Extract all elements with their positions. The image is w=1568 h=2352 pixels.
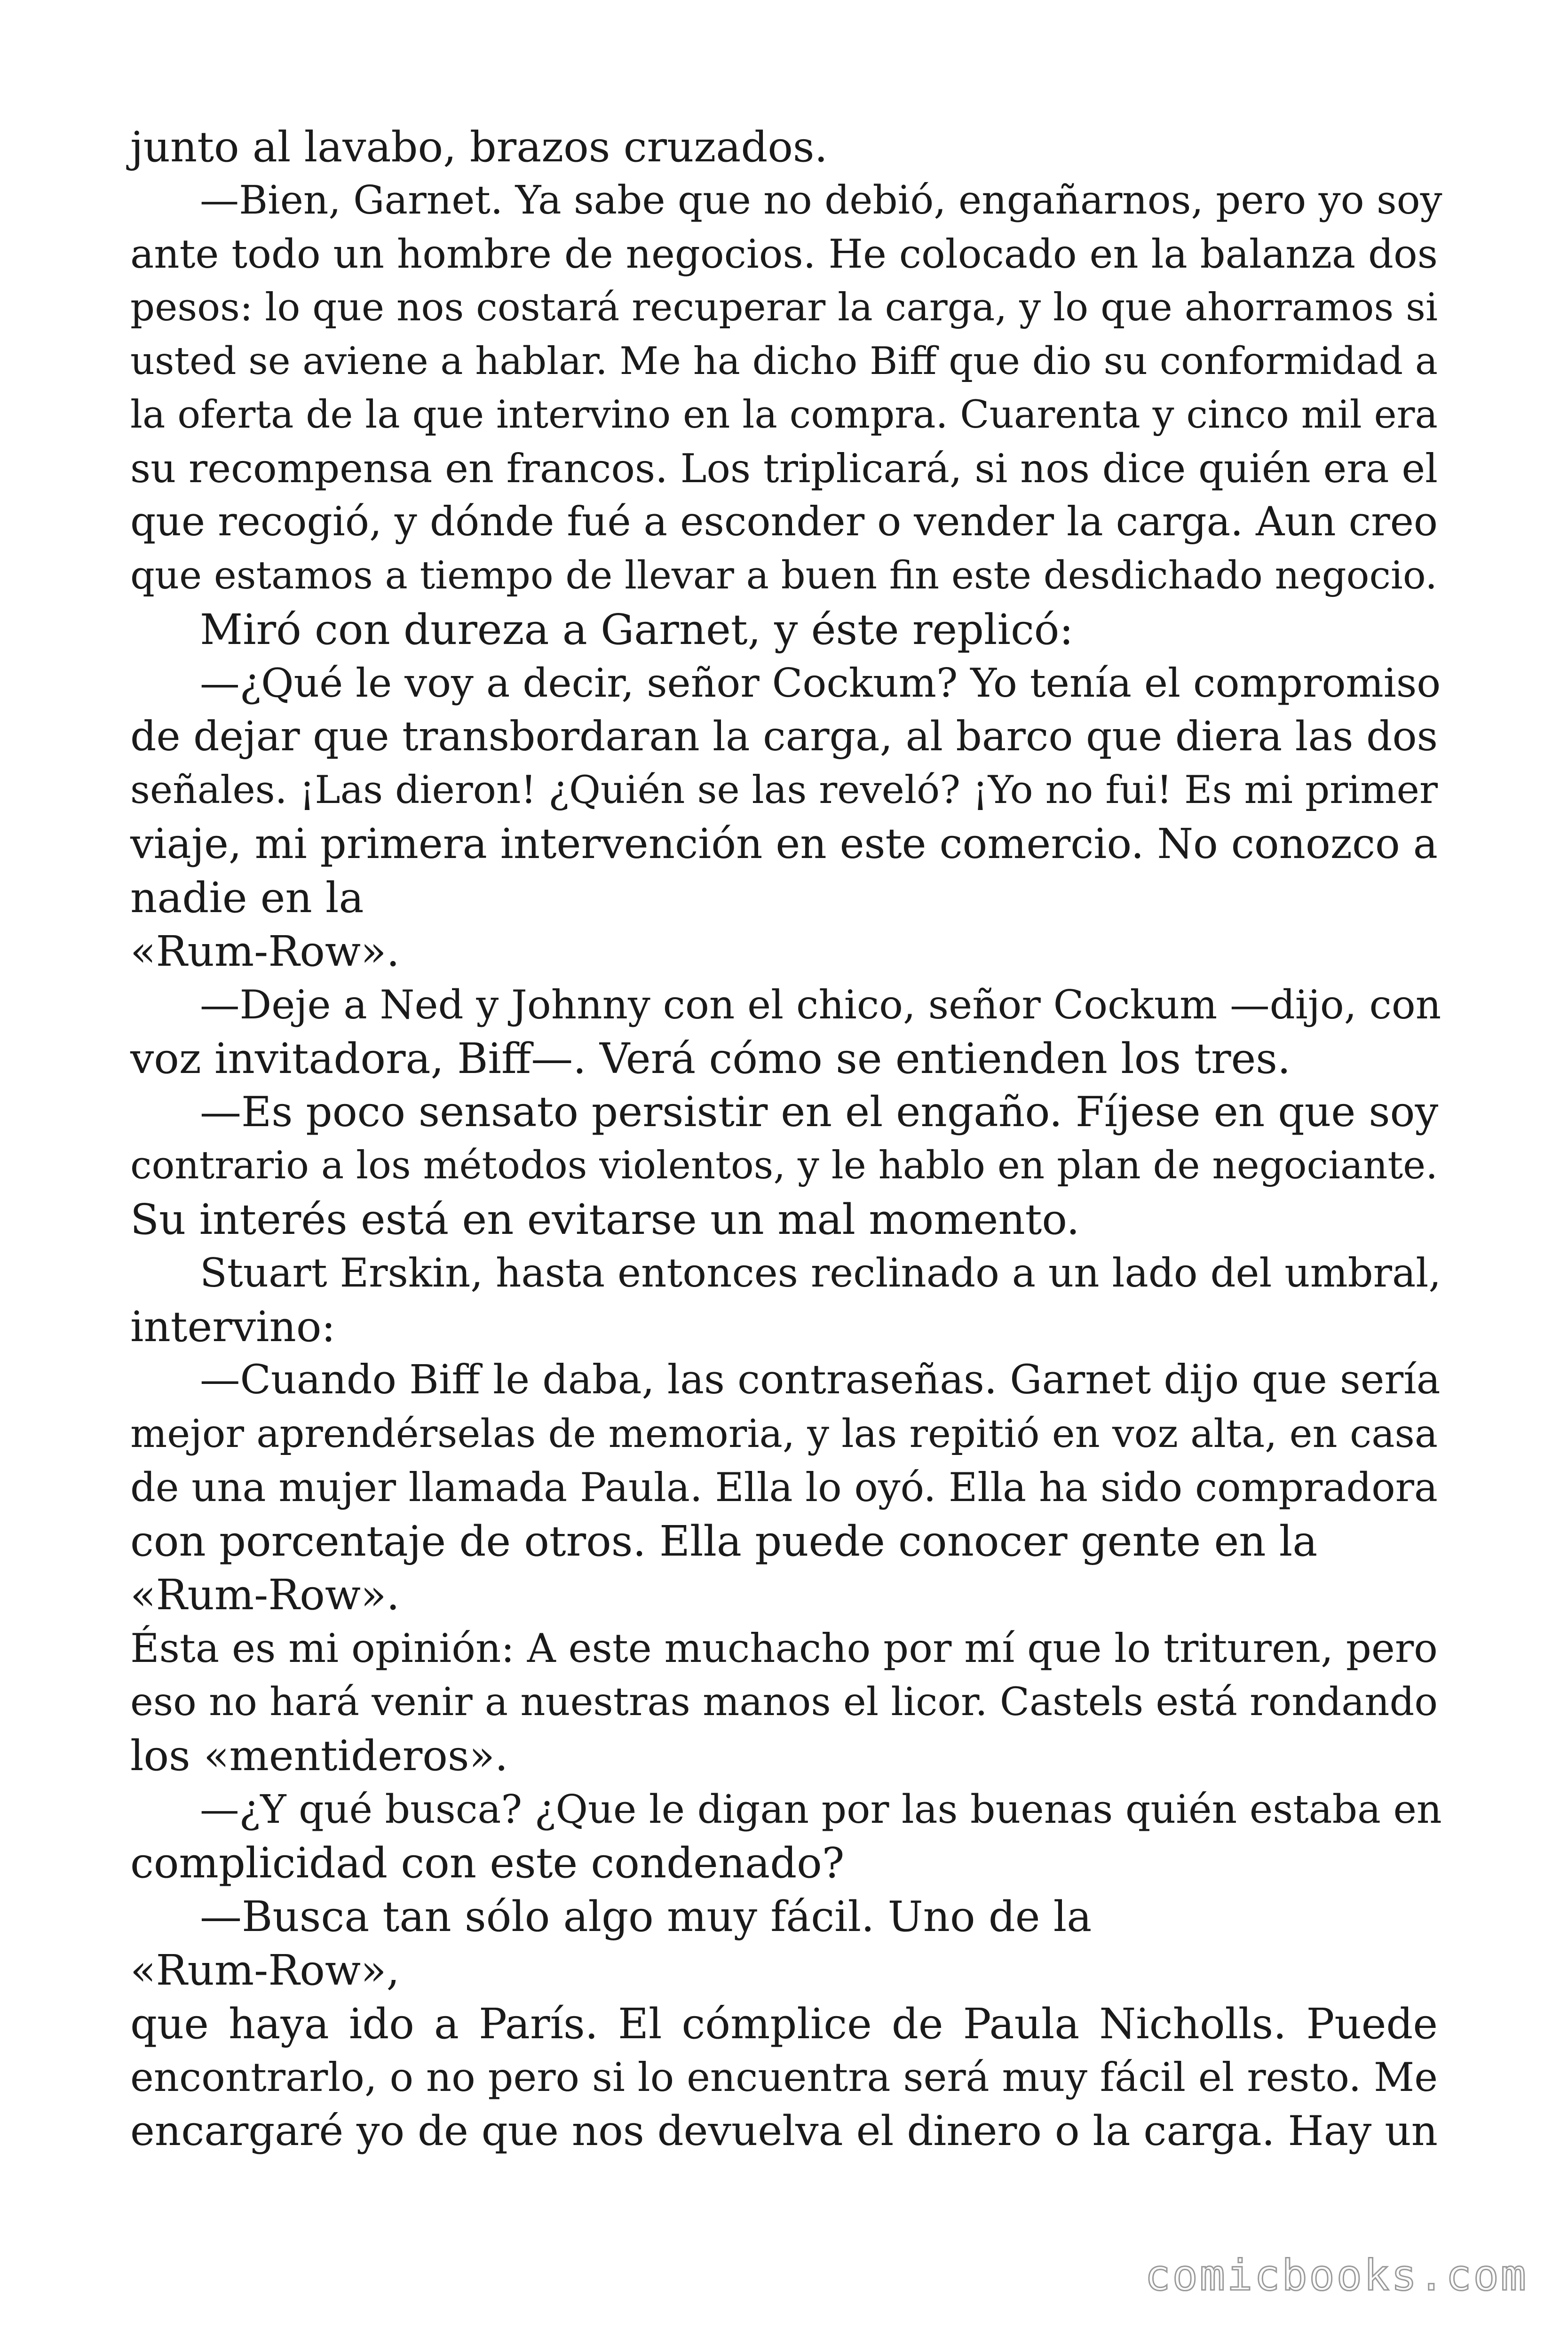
text-line: «Rum-Row».	[130, 927, 400, 976]
text-line: Miró con dureza a Garnet, y éste replicó:	[200, 605, 1074, 654]
text-line: la oferta de la que intervino en la compra. Cuarenta y cinco mil era	[130, 393, 1438, 437]
text-line: usted se aviene a hablar. Me ha dicho Biff que dio su conformidad a	[130, 339, 1438, 383]
watermark-logo: comicbooks.com	[1145, 2251, 1528, 2300]
text-line: «Rum-Row».	[130, 1570, 400, 1619]
text-line: de dejar que transbordaran la carga, al barco que diera las dos	[130, 713, 1438, 760]
text-line: —¿Y qué busca? ¿Que le digan por las buenas quién estaba en	[200, 1786, 1442, 1832]
text-line: con porcentaje de otros. Ella puede conocer gente en la	[130, 1517, 1318, 1565]
text-line: mejor aprendérselas de memoria, y las repitió en voz alta, en casa	[130, 1411, 1438, 1456]
text-line: —Es poco sensato persistir en el engaño. Fíjese en que soy	[200, 1088, 1439, 1136]
text-line: nadie en la	[130, 873, 364, 922]
text-line: los «mentideros».	[130, 1731, 508, 1780]
text-line: su recompensa en francos. Los triplicará, si nos dice quién era el	[130, 445, 1438, 492]
text-line: que recogió, y dónde fué a esconder o vender la carga. Aun creo	[130, 499, 1438, 545]
text-line: contrario a los métodos violentos, y le hablo en plan de negociante.	[130, 1144, 1438, 1188]
text-line: viaje, mi primera intervención en este comercio. No conozco a	[130, 820, 1438, 868]
text-line: eso no hará venir a nuestras manos el licor. Castels está rondando	[130, 1679, 1438, 1724]
text-line: Su interés está en evitarse un mal momento.	[130, 1195, 1080, 1244]
text-line: señales. ¡Las dieron! ¿Quién se las reveló? ¡Yo no fui! Es mi primer	[130, 768, 1438, 812]
text-line: junto al lavabo, brazos cruzados.	[130, 122, 828, 171]
text-line: Ésta es mi opinión: A este muchacho por mí que lo trituren, pero	[130, 1625, 1438, 1671]
text-line: —Deje a Ned y Johnny con el chico, señor Cockum —dijo, con	[200, 982, 1441, 1028]
text-line: que haya ido a París. El cómplice de Paula Nicholls. Puede	[130, 1999, 1438, 2048]
text-line: que estamos a tiempo de llevar a buen fin este desdichado negocio.	[130, 554, 1437, 598]
text-line: encargaré yo de que nos devuelva el dinero o la carga. Hay un	[130, 2107, 1438, 2155]
text-line: —Busca tan sólo algo muy fácil. Uno de la	[200, 1892, 1092, 1941]
text-line: «Rum-Row»,	[130, 1946, 400, 1994]
text-line: ante todo un hombre de negocios. He colocado en la balanza dos	[130, 231, 1438, 277]
text-line: intervino:	[130, 1302, 336, 1351]
text-line: —Bien, Garnet. Ya sabe que no debió, engañarnos, pero yo soy	[200, 177, 1442, 223]
text-line: voz invitadora, Biff—. Verá cómo se entienden los tres.	[130, 1034, 1291, 1083]
text-line: de una mujer llamada Paula. Ella lo oyó. Ella ha sido compradora	[130, 1464, 1438, 1510]
text-line: —Cuando Biff le daba, las contraseñas. Garnet dijo que sería	[200, 1357, 1441, 1403]
page-text-body	[130, 120, 1442, 2158]
text-line: Stuart Erskin, hasta entonces reclinado a un lado del umbral,	[200, 1250, 1441, 1296]
text-line: complicidad con este condenado?	[130, 1838, 845, 1887]
text-line: pesos: lo que nos costará recuperar la carga, y lo que ahorramos si	[130, 285, 1438, 330]
text-line: —¿Qué le voy a decir, señor Cockum? Yo tenía el compromiso	[200, 660, 1441, 706]
text-line: encontrarlo, o no pero si lo encuentra será muy fácil el resto. Me	[130, 2054, 1438, 2100]
